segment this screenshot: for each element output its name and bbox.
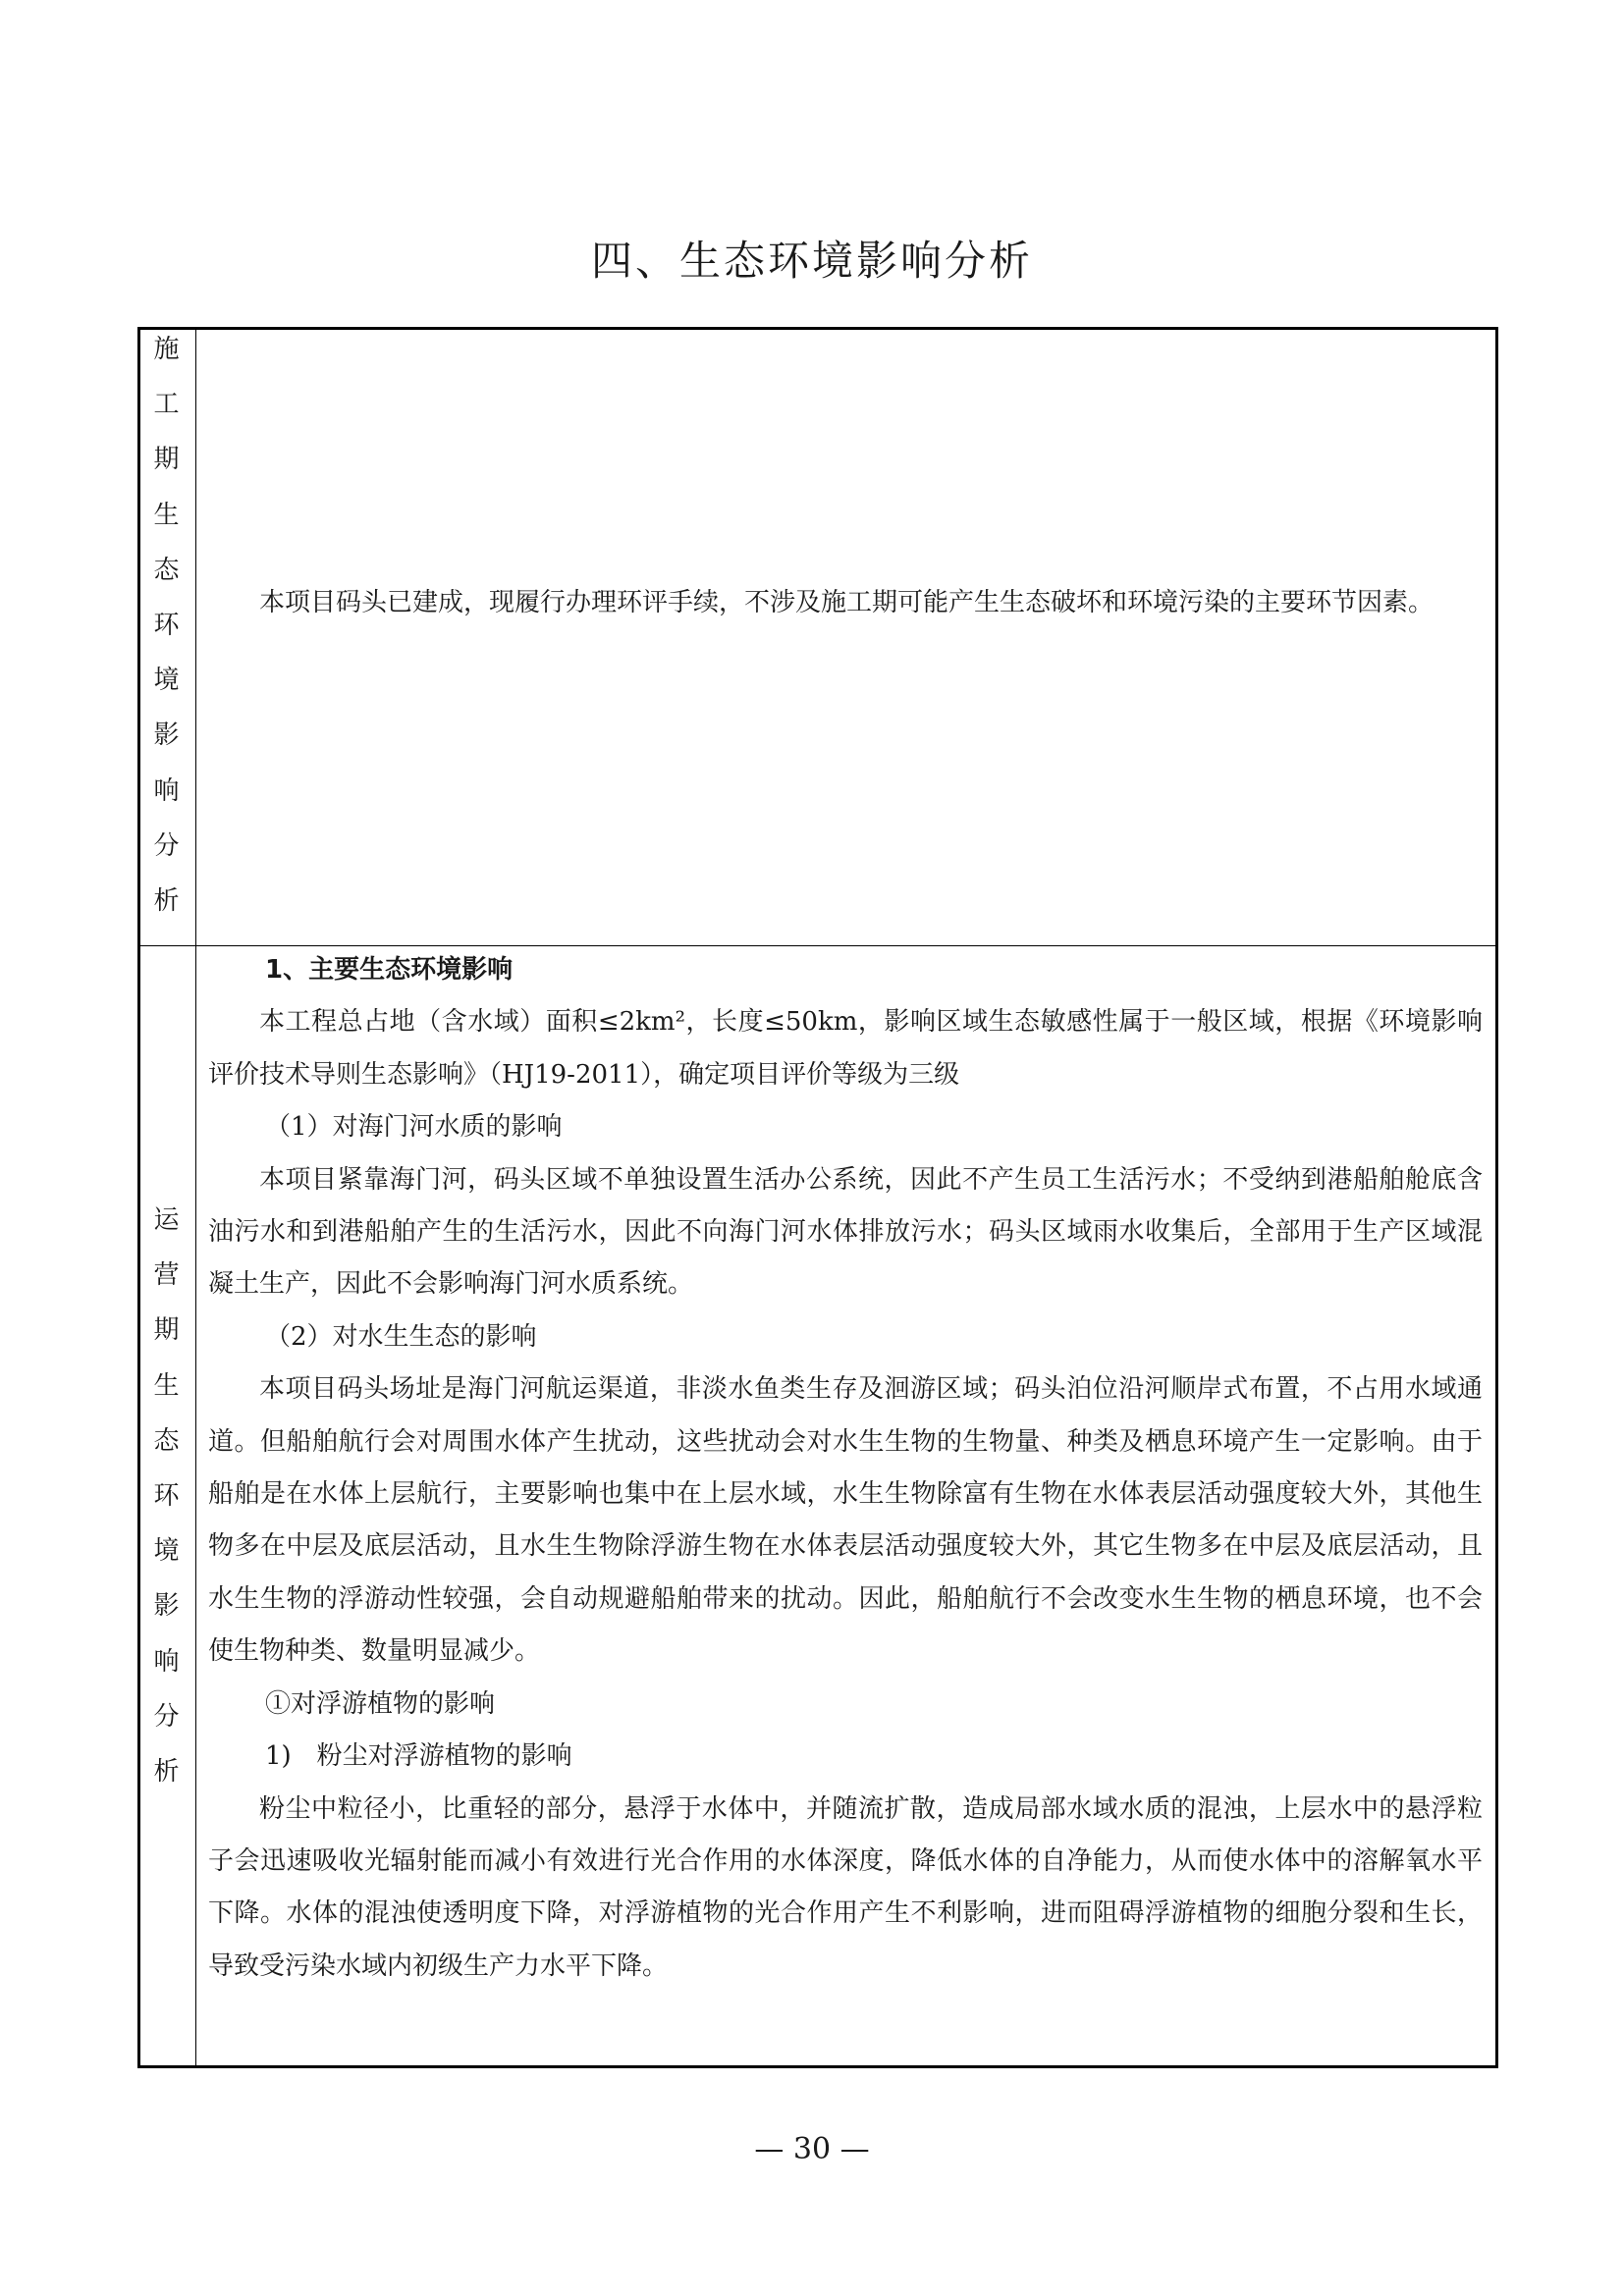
label-char: 期	[153, 445, 180, 475]
label-char: 期	[153, 1315, 180, 1346]
label-char: 施	[153, 335, 180, 364]
label-char: 响	[153, 1646, 180, 1677]
construction-period-label	[137, 327, 195, 949]
page-title: 四、生态环境影响分析	[590, 237, 1033, 285]
paragraph: 本工程总占地（含水域）面积≤2km²，长度≤50km，影响区域生态敏感性属于一般区域，根据《环境影响评价技术导则生态影响》（HJ19-2011），确定项目评价等级为三级	[208, 1007, 1483, 1090]
section-heading: 1、主要生态环境影响	[265, 955, 514, 985]
label-char: 影	[153, 721, 180, 751]
label-char: 分	[153, 1701, 180, 1732]
subsection-title: ①对浮游植物的影响	[265, 1688, 496, 1719]
operation-period-label	[137, 1201, 195, 1790]
column-divider	[195, 327, 196, 2068]
label-char: 生	[153, 500, 180, 530]
label-char: 生	[153, 1370, 180, 1401]
label-char: 环	[153, 1481, 180, 1512]
subsection-title: （2）对水生生态的影响	[265, 1321, 537, 1352]
paragraph: 粉尘中粒径小，比重轻的部分，悬浮于水体中，并随流扩散，造成局部水域水质的混浊，上层水中的悬浮粒子会迅速吸收光辐射能而减小有效进行光合作用的水体深度，降低水体的自净能力，从而使水体中的溶解氧水平下降。水体的混浊使透明度下降，对浮游植物的光合作用产生不利影响，进而阻碍浮游植物的细胞分裂和生长，导致受污染水域内初级生产力水平下降。	[208, 1793, 1483, 1981]
label-char: 态	[153, 1425, 180, 1456]
page-number: — 30 —	[754, 2132, 870, 2166]
label-char: 境	[153, 1536, 180, 1567]
subsection-title: 1) 粉尘对浮游植物的影响	[265, 1741, 572, 1772]
label-char: 分	[153, 830, 180, 861]
label-char: 工	[153, 390, 180, 420]
operation-period-content	[208, 944, 1483, 1993]
label-char: 境	[153, 666, 180, 696]
construction-period-content	[208, 577, 1483, 629]
label-char: 运	[153, 1205, 180, 1235]
paragraph: 本项目紧靠海门河，码头区域不单独设置生活办公系统，因此不产生员工生活污水；不受纳到港船舶舱底含油污水和到港船舶产生的生活污水，因此不向海门河水体排放污水；码头区域雨水收集后，全部用于生产区域混凝土生产，因此不会影响海门河水质系统。	[208, 1164, 1483, 1300]
label-char: 析	[153, 1757, 180, 1788]
label-char: 影	[153, 1591, 180, 1622]
label-char: 环	[153, 611, 180, 641]
label-char: 响	[153, 775, 180, 806]
paragraph: 本项目码头已建成，现履行办理环评手续，不涉及施工期可能产生生态破坏和环境污染的主要环节因素。	[259, 588, 1435, 617]
label-char: 态	[153, 555, 180, 585]
label-char: 析	[153, 886, 180, 917]
subsection-title: （1）对海门河水质的影响	[265, 1112, 563, 1143]
paragraph: 本项目码头场址是海门河航运渠道，非淡水鱼类生存及洄游区域；码头泊位沿河顺岸式布置，不占用水域通道。但船舶航行会对周围水体产生扰动，这些扰动会对水生生物的生物量、种类及栖息环境产生一定影响。由于船舶是在水体上层航行，主要影响也集中在上层水域，水生生物除富有生物在水体表层活动强度较大外，其他生物多在中层及底层活动，且水生生物除浮游生物在水体表层活动强度较大外，其它生物多在中层及底层活动，且水生生物的浮游动性较强，会自动规避船舶带来的扰动。因此，船舶航行不会改变水生生物的栖息环境，也不会使生物种类、数量明显减少。	[208, 1374, 1483, 1667]
label-char: 营	[153, 1260, 180, 1291]
